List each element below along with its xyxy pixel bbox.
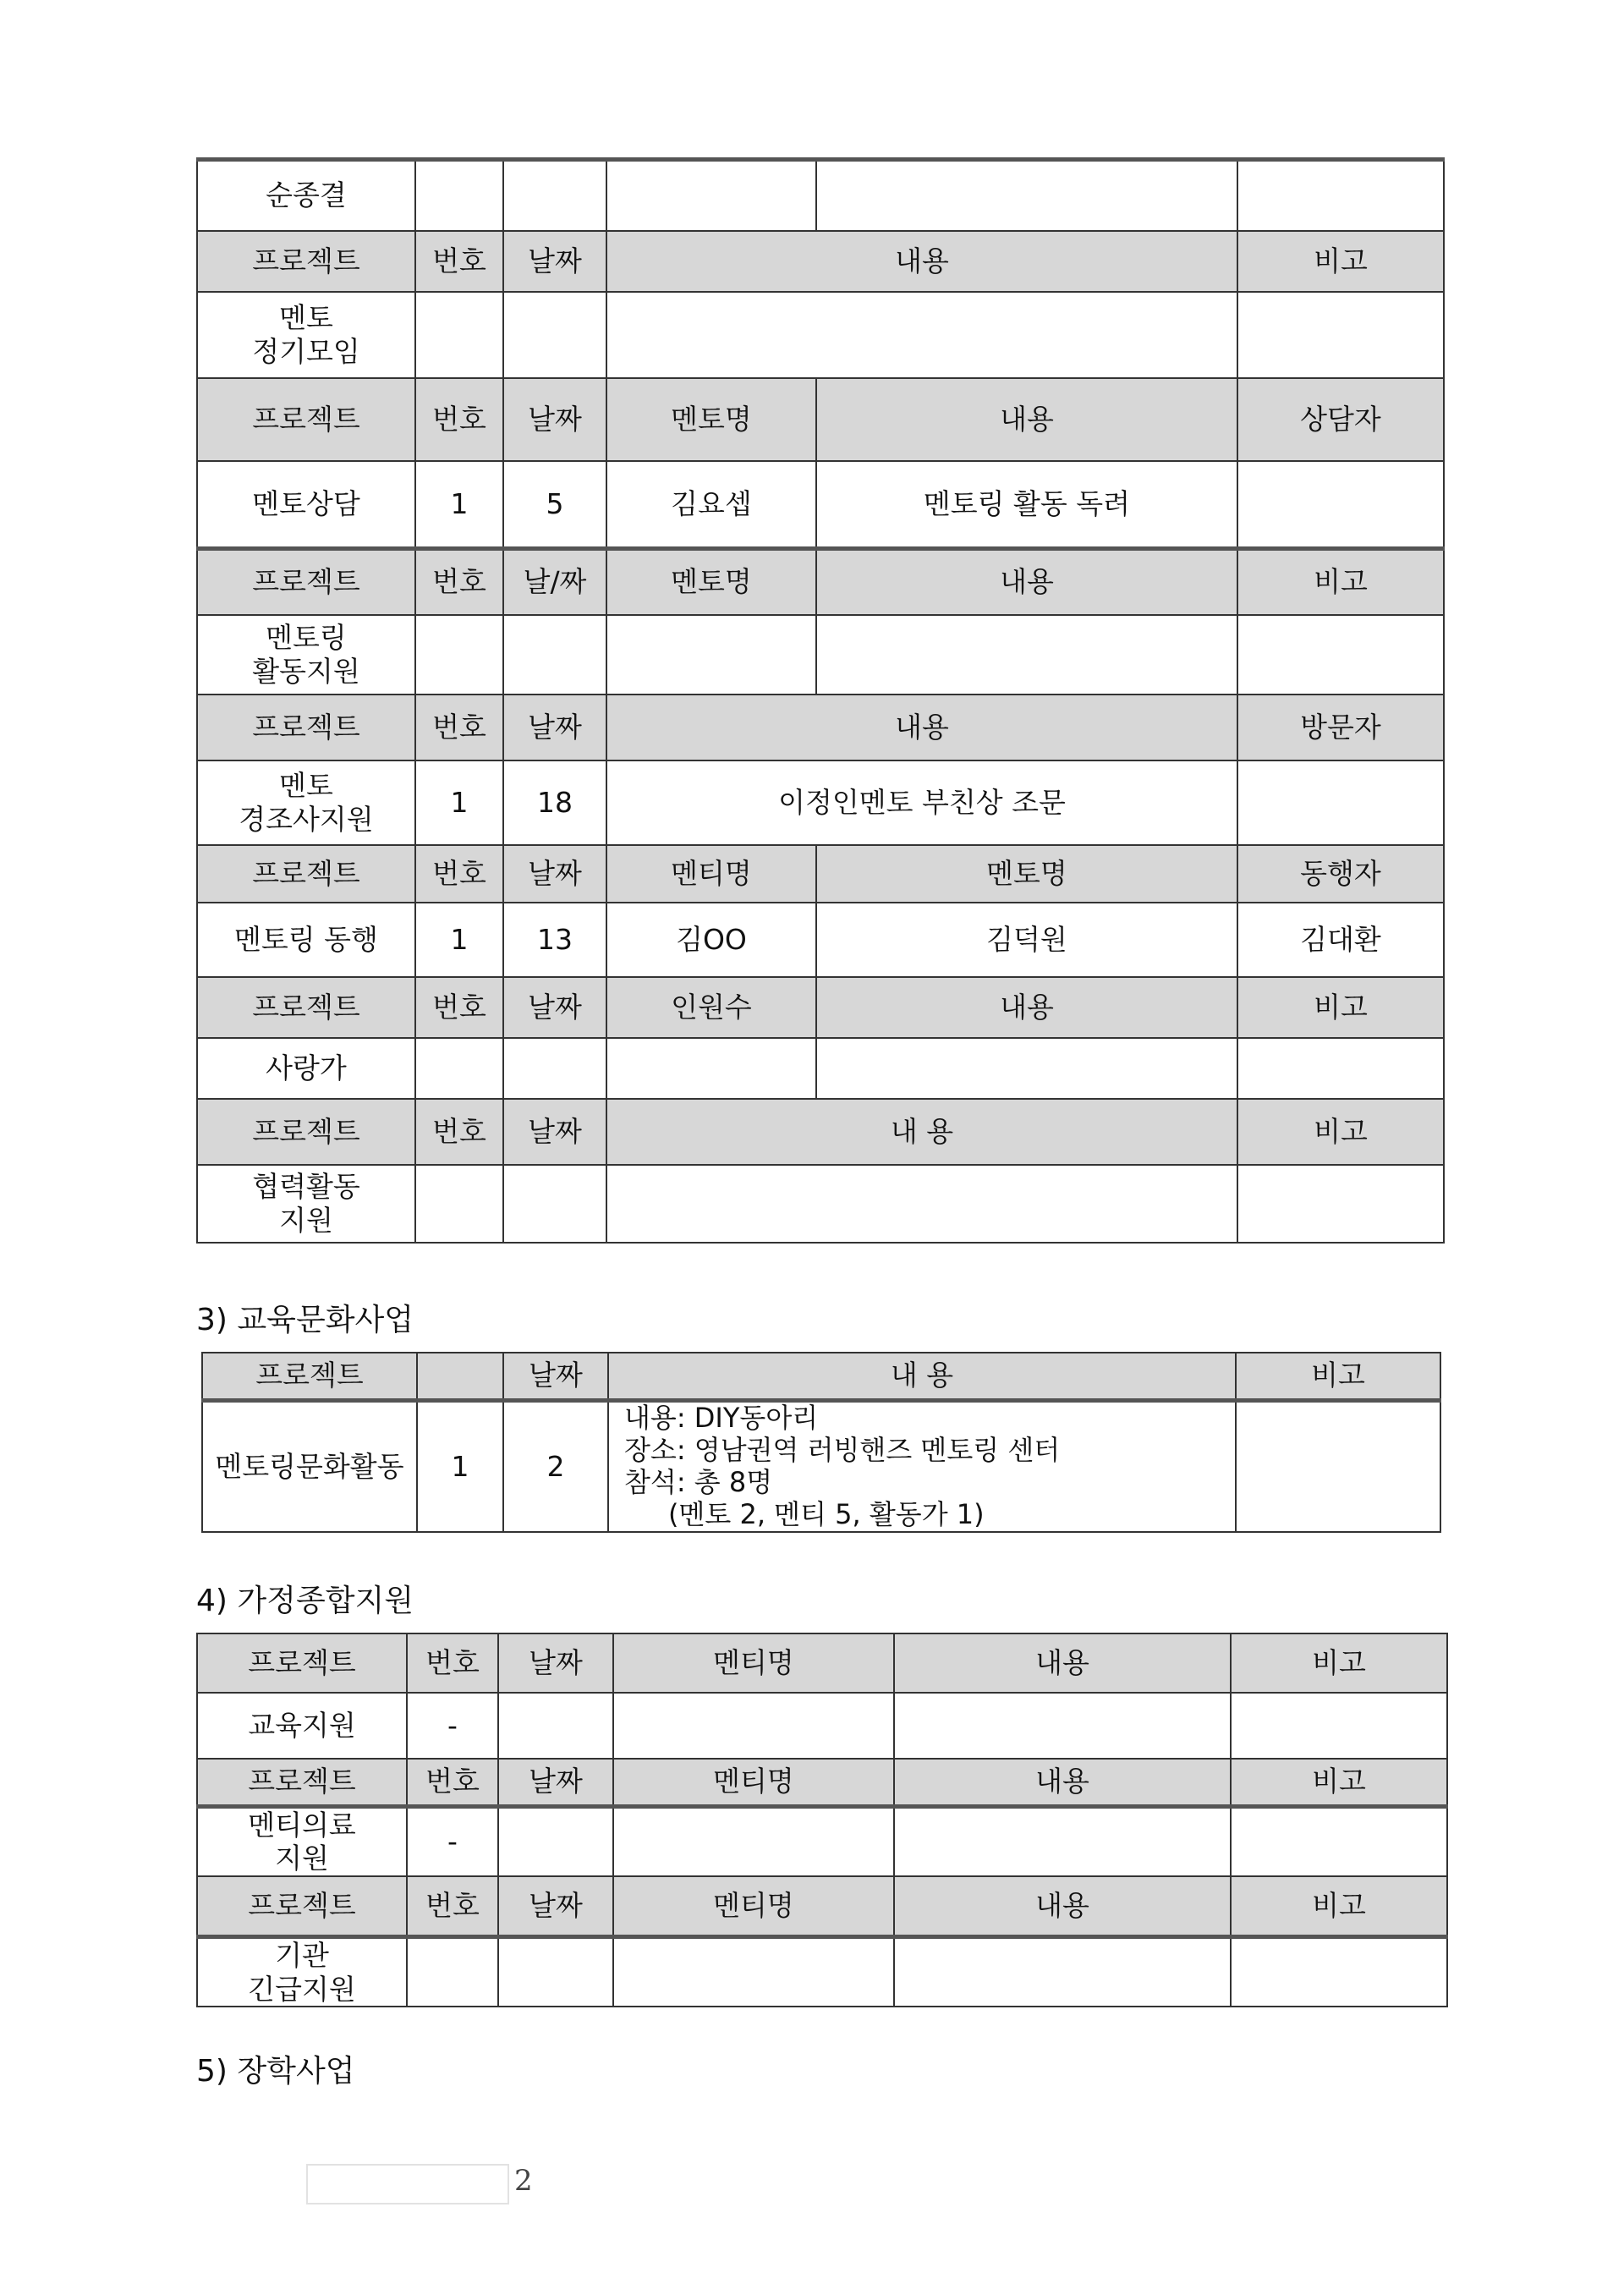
section-heading: 4) 가정종합지원 (196, 1584, 414, 1618)
table-row (197, 760, 1444, 845)
date-cell: 2 (503, 1400, 608, 1532)
date-cell: 5 (503, 461, 606, 549)
header-cell: 내용 (894, 1633, 1231, 1693)
header-cell: 멘티명 (606, 845, 816, 903)
header-cell: 프로젝트 (197, 231, 415, 292)
number-cell: - (407, 1693, 498, 1759)
table-row (197, 1693, 1447, 1759)
header-cell (417, 1353, 503, 1400)
table-row (202, 1400, 1440, 1532)
header-cell: 비고 (1237, 1099, 1444, 1165)
header-row (197, 549, 1444, 615)
header-cell: 방문자 (1237, 695, 1444, 760)
page-number: 2 (514, 2164, 533, 2198)
number-cell: 1 (417, 1400, 503, 1532)
table-row (197, 160, 1444, 231)
header-cell: 날짜 (503, 378, 606, 461)
number-cell: 1 (415, 760, 503, 845)
header-cell: 비고 (1231, 1876, 1447, 1937)
header-row (202, 1353, 1440, 1400)
mentor-cell: 김요셉 (606, 461, 816, 549)
header-row (197, 231, 1444, 292)
family-support-table (196, 1633, 1448, 2007)
header-cell: 내용 (816, 977, 1237, 1038)
header-cell: 프로젝트 (197, 549, 415, 615)
project-cell: 멘토 경조사지원 (197, 760, 415, 845)
header-row (197, 1099, 1444, 1165)
header-cell: 내용 (816, 549, 1237, 615)
counselor-cell (1237, 461, 1444, 549)
header-cell: 번호 (407, 1633, 498, 1693)
project-cell: 협력활동 지원 (197, 1165, 415, 1243)
companion-cell: 김대환 (1237, 903, 1444, 977)
header-cell: 멘티명 (613, 1759, 894, 1806)
project-cell: 멘토상담 (197, 461, 415, 549)
table-row (197, 615, 1444, 695)
header-cell: 날짜 (498, 1876, 613, 1937)
header-cell: 번호 (407, 1876, 498, 1937)
header-row (197, 1876, 1447, 1937)
content-cell: 멘토링 활동 독려 (816, 461, 1237, 549)
project-cell: 교육지원 (197, 1693, 407, 1759)
header-cell: 비고 (1237, 231, 1444, 292)
header-cell: 프로젝트 (197, 1759, 407, 1806)
header-cell: 상담자 (1237, 378, 1444, 461)
number-cell: - (407, 1806, 498, 1876)
header-cell: 내 용 (608, 1353, 1236, 1400)
header-cell: 프로젝트 (197, 1099, 415, 1165)
header-cell: 멘티명 (613, 1876, 894, 1937)
mentee-cell: 김OO (606, 903, 816, 977)
header-cell: 비고 (1231, 1633, 1447, 1693)
header-cell: 비고 (1236, 1353, 1440, 1400)
table-row (197, 1165, 1444, 1243)
header-row (197, 845, 1444, 903)
header-row (197, 1759, 1447, 1806)
header-cell: 번호 (415, 845, 503, 903)
date-cell: 18 (503, 760, 606, 845)
education-culture-table (201, 1352, 1441, 1533)
mentor-cell: 김덕원 (816, 903, 1237, 977)
header-cell: 내용 (606, 231, 1237, 292)
header-cell: 비고 (1231, 1759, 1447, 1806)
header-cell: 번호 (415, 378, 503, 461)
project-cell: 멘토 정기모임 (197, 292, 415, 378)
header-cell: 내 용 (606, 1099, 1237, 1165)
header-row (197, 977, 1444, 1038)
header-cell: 프로젝트 (197, 1876, 407, 1937)
header-cell: 날짜 (503, 231, 606, 292)
header-cell: 번호 (415, 1099, 503, 1165)
number-cell: 1 (415, 461, 503, 549)
table-row (197, 1806, 1447, 1876)
header-cell: 번호 (415, 695, 503, 760)
header-cell: 멘티명 (613, 1633, 894, 1693)
table-row (197, 1038, 1444, 1099)
header-cell: 프로젝트 (197, 977, 415, 1038)
table-row (197, 461, 1444, 549)
header-cell: 프로젝트 (197, 1633, 407, 1693)
project-cell: 순종결 (197, 160, 415, 231)
project-cell: 멘토링 동행 (197, 903, 415, 977)
header-cell: 날짜 (503, 977, 606, 1038)
header-cell: 날짜 (503, 1099, 606, 1165)
header-cell: 내용 (894, 1759, 1231, 1806)
content-cell: 이정인멘토 부친상 조문 (606, 760, 1237, 845)
content-cell: 내용: DIY동아리 장소: 영남권역 러빙핸즈 멘토링 센터 참석: 총 8명 (멘토 2, 멘티 5, 활동가 1) (608, 1400, 1236, 1532)
header-cell: 비고 (1237, 549, 1444, 615)
project-cell: 멘토링 활동지원 (197, 615, 415, 695)
date-cell: 13 (503, 903, 606, 977)
header-cell: 번호 (415, 231, 503, 292)
visitor-cell (1237, 760, 1444, 845)
header-row (197, 695, 1444, 760)
footer-box (306, 2164, 509, 2204)
header-cell: 내용 (894, 1876, 1231, 1937)
header-cell: 프로젝트 (202, 1353, 417, 1400)
project-cell: 사랑가 (197, 1038, 415, 1099)
header-cell: 날짜 (503, 695, 606, 760)
mentoring-activity-table (196, 157, 1445, 1244)
number-cell: 1 (415, 903, 503, 977)
header-cell: 프로젝트 (197, 378, 415, 461)
header-cell: 날짜 (503, 1353, 608, 1400)
header-cell: 동행자 (1237, 845, 1444, 903)
header-cell: 날/짜 (503, 549, 606, 615)
header-cell: 번호 (407, 1759, 498, 1806)
header-cell: 날짜 (498, 1759, 613, 1806)
header-cell: 인원수 (606, 977, 816, 1038)
header-cell: 내용 (816, 378, 1237, 461)
header-cell: 날짜 (498, 1633, 613, 1693)
table-row (197, 903, 1444, 977)
header-cell: 비고 (1237, 977, 1444, 1038)
table-row (197, 292, 1444, 378)
section-heading: 3) 교육문화사업 (196, 1303, 414, 1337)
project-cell: 멘티의료 지원 (197, 1806, 407, 1876)
header-cell: 멘토명 (606, 378, 816, 461)
header-row (197, 378, 1444, 461)
header-cell: 멘토명 (816, 845, 1237, 903)
header-cell: 번호 (415, 977, 503, 1038)
project-cell: 기관 긴급지원 (197, 1937, 407, 2007)
header-row (197, 1633, 1447, 1693)
header-cell: 프로젝트 (197, 845, 415, 903)
header-cell: 번호 (415, 549, 503, 615)
header-cell: 내용 (606, 695, 1237, 760)
project-cell: 멘토링문화활동 (202, 1400, 417, 1532)
table-row (197, 1937, 1447, 2007)
header-cell: 날짜 (503, 845, 606, 903)
header-cell: 멘토명 (606, 549, 816, 615)
header-cell: 프로젝트 (197, 695, 415, 760)
section-heading: 5) 장학사업 (196, 2054, 355, 2089)
